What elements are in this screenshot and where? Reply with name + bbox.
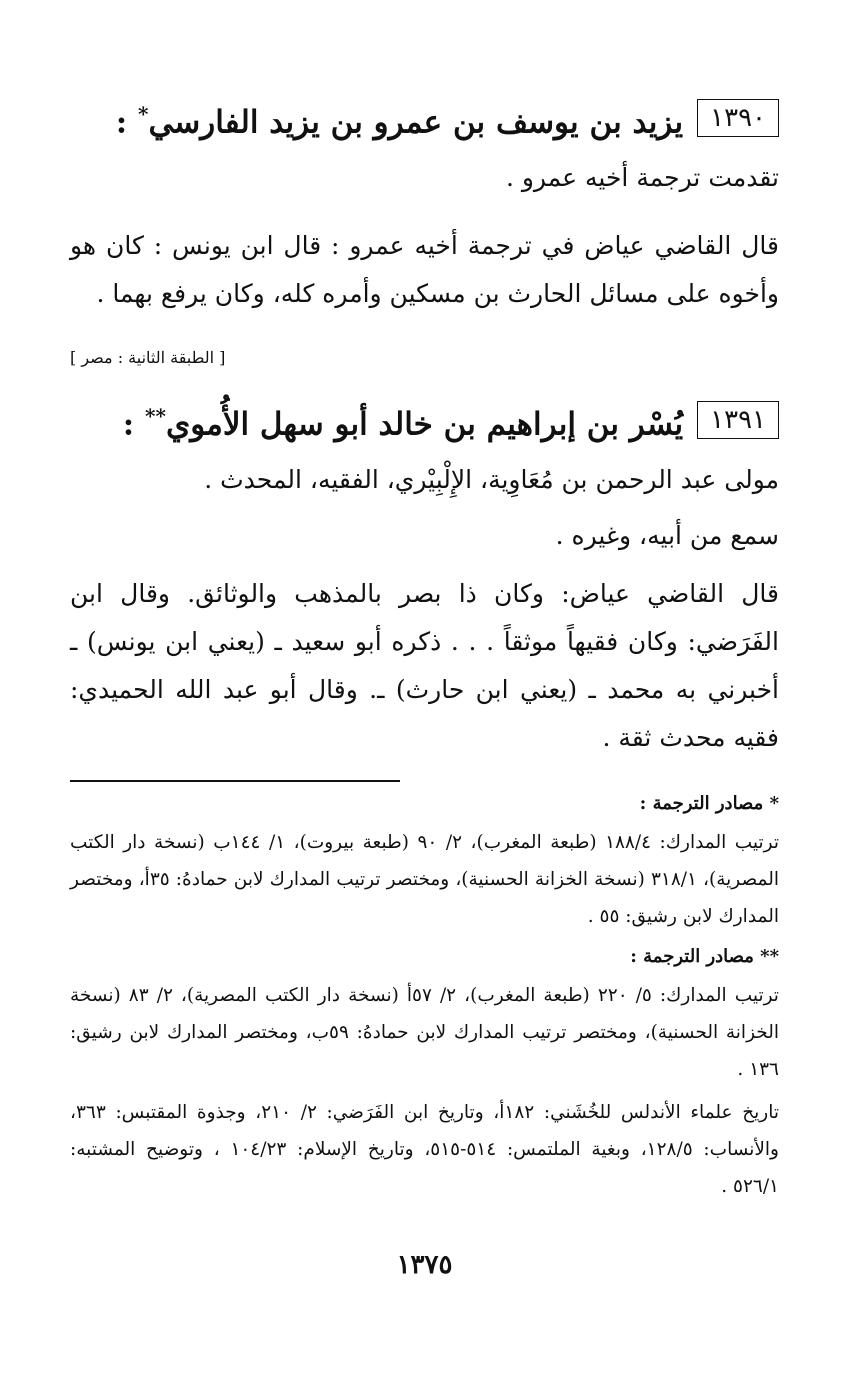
entry-title: يُسْر بن إبراهيم بن خالد أبو سهل الأُموي** :: [122, 404, 684, 443]
page-number: ١٣٧٥: [396, 1250, 453, 1280]
entry-number: ١٣٩٠: [697, 99, 779, 137]
tabaqa-note: [ الطبقة الثانية : مصر ]: [70, 348, 226, 367]
footnote-text: ترتيب المدارك: ٥/ ٢٢٠ (طبعة المغرب)، ٢/ ٥٧أ (نسخة دار الكتب المصرية)، ٢/ ٨٣ (نسخة الخزانة الحسنية)، ومختصر ترتيب المدارك لابن حمادهُ: ٥٩ب، ومختصر المدارك لابن رشيق: ١٣٦ .: [70, 985, 779, 1080]
entry-1391-heading: [70, 394, 779, 446]
footnote-title: ** مصادر الترجمة :: [630, 946, 779, 967]
footnotes: [70, 790, 779, 1205]
paragraph: تقدمت ترجمة أخيه عمرو .: [505, 163, 779, 192]
entry-1390-heading: [70, 92, 779, 144]
footnote-text: تاريخ علماء الأندلس للخُشَني: ١٨٢أ، وتاريخ ابن الفَرَضي: ٢/ ٢١٠، وجذوة المقتبس: ٣٦٣، والأنساب: ١٢٨/٥، وبغية الملتمس: ٥١٤-٥١٥، وتاريخ الإسلام: ١٠٤/٢٣ ، وتوضيح المشتبه: ٥٢٦/١ .: [70, 1102, 780, 1197]
footnote-text: ترتيب المدارك: ١٨٨/٤ (طبعة المغرب)، ٢/ ٩٠ (طبعة بيروت)، ١/ ١٤٤ب (نسخة دار الكتب المصرية)، ٣١٨/١ (نسخة الخزانة الحسنية)، ومختصر ترتيب المدارك لابن حمادهُ: ٣٥أ، ومختصر المدارك لابن رشيق: ٥٥ .: [70, 832, 780, 927]
paragraph: قال القاضي عياض: وكان ذا بصر بالمذهب والوثائق. وقال ابن الفَرَضي: وكان فقيهاً موثقاً . . . ذكره أبو سعيد ـ (يعني ابن يونس) ـ أخبرني به محمد ـ (يعني ابن حارث) ـ. وقال أبو عبد الله الحميدي: فقيه محدث ثقة .: [70, 579, 779, 752]
paragraph: مولى عبد الرحمن بن مُعَاوِية، الإِلْبِيْري، الفقيه، المحدث .: [204, 465, 779, 494]
paragraph: قال القاضي عياض في ترجمة أخيه عمرو : قال ابن يونس : كان هو وأخوه على مسائل الحارث بن مسكين وأمره كله، وكان يرفع بهما .: [70, 231, 779, 308]
entry-title: يزيد بن يوسف بن عمرو بن يزيد الفارسي* :: [115, 102, 684, 141]
entry-1390-body: [70, 154, 779, 318]
entry-number: ١٣٩١: [697, 401, 779, 439]
paragraph: سمع من أبيه، وغيره .: [555, 521, 779, 550]
footnote-title: * مصادر الترجمة :: [639, 793, 779, 814]
footnote-rule: [70, 780, 400, 782]
entry-1391-body: [70, 456, 779, 762]
